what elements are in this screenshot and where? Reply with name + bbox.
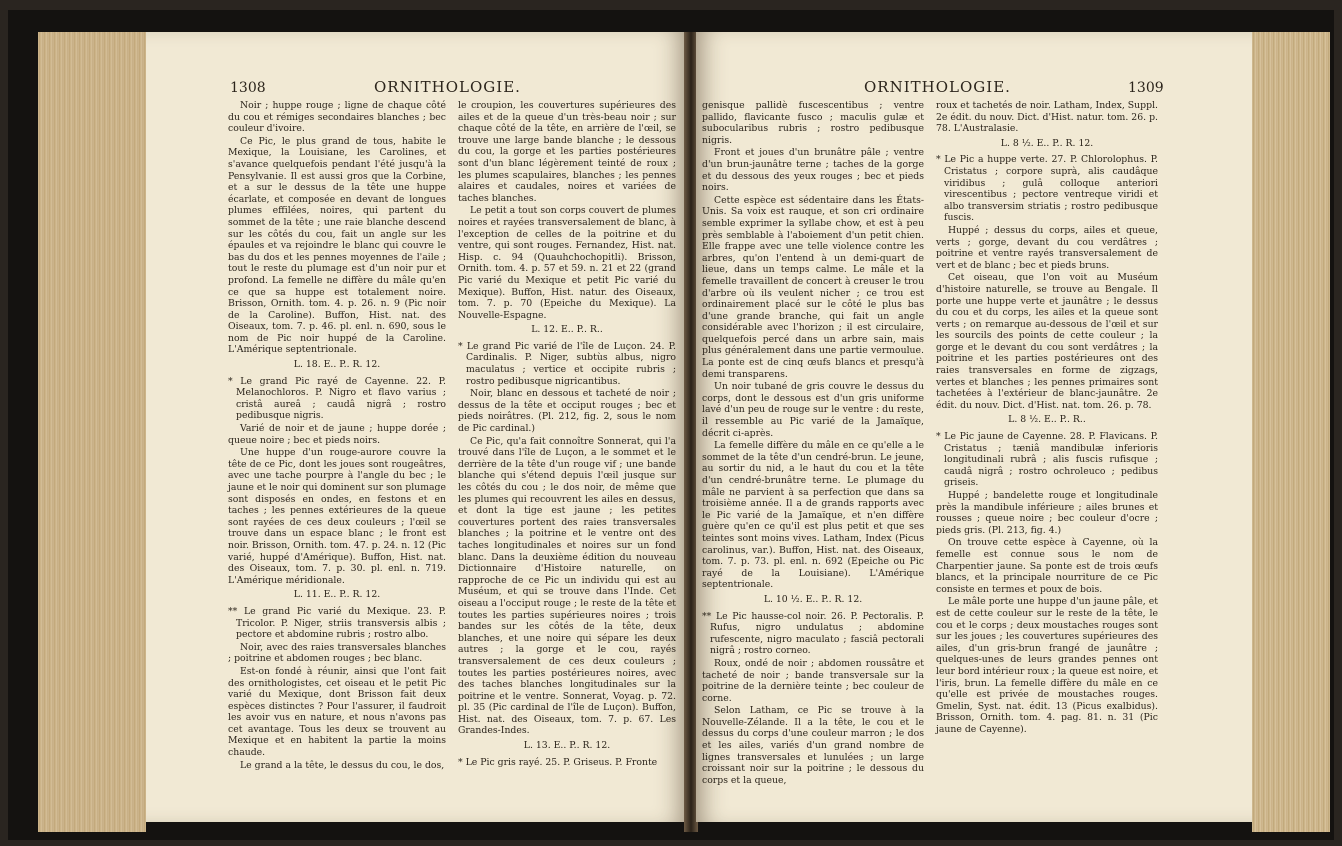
measurement-line: L. 8 ½. E.. P.. R. 12.: [1000, 137, 1094, 149]
species-heading: * Le grand Pic rayé de Cayenne. 22. P. Melanochloros. P. Nigro et flavo varius ; cristâ aureâ ; caudâ nigrâ ; rostro pedibusque nigris.: [228, 375, 446, 422]
right-page: [696, 32, 1252, 822]
right-column-1: [702, 100, 924, 787]
measurement-line: L. 10 ½. E.. P.. R. 12.: [763, 593, 863, 605]
paragraph: Huppé ; bandelette rouge et longitudinale près la mandibule inférieure ; ailes brunes et rousses ; queue noire ; bec couleur d'ocre ; pieds gris. (Pl. 213, fig. 4.): [936, 490, 1158, 536]
paragraph: genisque pallidè fuscescentibus ; ventre pallido, flavicante fusco ; maculis gulæ et subocularibus rubris ; rostro pedibusque nigris.: [702, 100, 924, 146]
paragraph: La femelle diffère du mâle en ce qu'elle a le sommet de la tête d'un cendré-brun. Le jeune, au sortir du nid, a le haut du cou et la tête d'un cendré-brunâtre terne. Le plumage du mâle ne parvient à sa perfection que dans sa troisième année. Il a de grands rapports avec le Pic varié de la Jamaïque, et n'en diffère guère qu'en ce qu'il est plus petit et que ses teintes sont moins vives. Latham, Index (Picus carolinus, var.). Buffon, Hist. nat. des Oiseaux, tom. 7. p. 73. pl. enl. n. 692 (Epeiche ou Pic rayé de la Louisiane). L'Amérique septentrionale.: [702, 440, 924, 591]
paragraph: Noir, blanc en dessous et tacheté de noir ; dessus de la tête et occiput rouges ; bec et pieds noirâtres. (Pl. 212, fig. 2, sous le nom de Pic cardinal.): [458, 388, 676, 435]
paragraph: Huppé ; dessus du corps, ailes et queue, verts ; gorge, devant du cou verdâtres ; poitrine et ventre rayés transversalement de vert et de blanc ; bec et pieds bruns.: [936, 224, 1158, 271]
measurement-line: L. 8 ½. E.. P.. R..: [1008, 414, 1086, 426]
left-column-1: [228, 100, 446, 772]
paragraph: Front et joues d'un brunâtre pâle ; ventre d'un brun-jaunâtre terne ; taches de la gorge et du dessous des yeux rouges ; bec et pieds noirs.: [702, 147, 924, 194]
right-running-head: ORNITHOLOGIE.: [864, 78, 1011, 96]
paragraph: Un noir tubané de gris couvre le dessus du corps, dont le dessous est d'un gris uniforme lavé d'un peu de rouge sur le ventre : du reste, il ressemble au Pic varié de la Jamaïque, décrit ci-après.: [702, 381, 924, 439]
paragraph: Noir, avec des raies transversales blanches ; poitrine et abdomen rouges ; bec blanc.: [228, 641, 446, 665]
paragraph: Ce Pic, le plus grand de tous, habite le Mexique, la Louisiane, les Carolines, et s'avance quelquefois pendant l'été jusqu'à la Pensylvanie. Il est aussi gros que la Corbine, et a sur le dessus de la tête une huppe écarlate, et composée en devant de longues plumes effilées, noires, qui partent du sommet de la tête ; une raie blanche descend sur les côtés du cou, fait un angle sur les épaules et va rejoindre le blanc qui couvre le bas du dos et les pennes moyennes de l'aile ; tout le reste du plumage est d'un noir pur et profond. La femelle ne diffère du mâle qu'en ce que sa huppe est totalement noire. Brisson, Ornith. tom. 4. p. 26. n. 9 (Pic noir de la Caroline). Buffon, Hist. nat. des Oiseaux, tom. 7. p. 46. pl. enl. n. 690, sous le nom de Pic noir huppé de la Caroline. L'Amérique septentrionale.: [228, 135, 446, 356]
paragraph: roux et tachetés de noir. Latham, Index, Suppl. 2e édit. du nouv. Dict. d'Hist. natur. tom. 26. p. 78. L'Australasie.: [936, 100, 1158, 135]
paragraph: Une huppe d'un rouge-aurore couvre la tête de ce Pic, dont les joues sont rougeâtres, avec une tache pourpre à l'angle du bec ; le jaune et le noir qui dominent sur son plumage sont disposés en ondes, en festons et en taches ; les pennes extérieures de la queue sont rayées de ces deux couleurs ; l'œil se trouve dans un espace blanc ; le front est noir. Brisson, Ornith. tom. 47. p. 24. n. 12 (Pic varié, huppé d'Amérique). Buffon, Hist. nat. des Oiseaux, tom. 7. p. 30. pl. enl. n. 719. L'Amérique méridionale.: [228, 447, 447, 586]
species-heading: ** Le Pic hausse-col noir. 26. P. Pectoralis. P. Rufus, nigro undulatus ; abdomine rufescente, nigro maculato ; fasciâ pectorali nigrâ ; rostro corneo.: [702, 610, 924, 657]
paragraph: Le grand a la tête, le dessus du cou, le dos,: [240, 759, 445, 771]
paragraph: Le petit a tout son corps couvert de plumes noires et rayées transversalement de blanc, à l'exception de celles de la poitrine et du ventre, qui sont rouges. Fernandez, Hist. nat. Hisp. c. 94 (Quauhchochopitli). Brisson, Ornith. tom. 4. p. 57 et 59. n. 21 et 22 (grand Pic varié du Mexique et petit Pic varié du Mexique). Buffon, Hist. natur. des Oiseaux, tom. 7. p. 70 (Epeiche du Mexique). La Nouvelle-Espagne.: [458, 205, 676, 321]
paragraph: Selon Latham, ce Pic se trouve à la Nouvelle-Zélande. Il a la tête, le cou et le dessus du corps d'une couleur marron ; le dos et les ailes, variés d'un grand nombre de lignes transversales et lunulées ; un large croissant noir sur la poitrine ; le dessous du corps et la queue,: [702, 705, 924, 786]
measurement-line: L. 12. E.. P.. R..: [531, 324, 603, 336]
left-page-edges: [38, 32, 146, 832]
species-heading: ** Le grand Pic varié du Mexique. 23. P. Tricolor. P. Niger, striis transversis albis ; pectore et abdomine rubris ; rostro albo.: [228, 605, 446, 641]
paragraph: Noir ; huppe rouge ; ligne de chaque côté du cou et rémiges secondaires blanches ; bec couleur d'ivoire.: [228, 100, 446, 135]
left-running-head: ORNITHOLOGIE.: [374, 78, 521, 96]
paragraph: Le mâle porte une huppe d'un jaune pâle, et est de cette couleur sur le reste de la tête, le cou et le corps ; deux moustaches rouges sont sur les joues ; les couvertures supérieures des ailes, d'un gris-brun frangé de jaunâtre ; quelques-unes de leurs grandes pennes ont leur bord intérieur roux ; la queue est noire, et l'iris, brun. La femelle diffère du mâle en ce qu'elle est privée de moustaches rouges. Gmelin, Syst. nat. édit. 13 (Picus exalbidus). Brisson, Ornith. tom. 4. pag. 81. n. 31 (Pic jaune de Cayenne).: [936, 596, 1158, 735]
species-heading: * Le Pic jaune de Cayenne. 28. P. Flavicans. P. Cristatus ; tæniâ mandibulæ inferioris longitudinali rubrâ ; alis fuscis rufisque ; caudâ nigrâ ; rostro ochroleuco ; pedibus griseis.: [936, 431, 1158, 489]
left-page: [146, 32, 686, 822]
species-heading: * Le Pic a huppe verte. 27. P. Chlorolophus. P. Cristatus ; corpore suprà, alis caudâque viridibus ; gulâ colloque anteriori virescentibus ; pectore ventreque viridi et albo transversim striatis ; rostro pedibusque fuscis.: [936, 154, 1158, 224]
left-column-2: [458, 100, 676, 769]
measurement-line: L. 18. E.. P.. R. 12.: [293, 359, 381, 371]
paragraph: Cette espèce est sédentaire dans les États-Unis. Sa voix est rauque, et son cri ordinaire semble exprimer la syllabe chow, et est à peu près semblable à l'aboiement d'un petit chien. Elle frappe avec une telle violence contre les arbres, qu'on l'entend à un demi-quart de lieue, dans un temps calme. Le mâle et la femelle travaillent de concert à creuser le trou d'arbre où ils veulent nicher ; ce trou est ordinairement placé sur le côté le plus bas d'une grande branche, qui fait un angle considérable avec l'horizon ; il est circulaire, quelquefois percé dans un arbre sain, mais plus généralement dans une partie vermoulue. La ponte est de cinq œufs blancs et presqu'à demi transparens.: [702, 194, 924, 380]
book-spread: [8, 10, 1334, 840]
left-page-number: 1308: [230, 80, 266, 96]
measurement-line: L. 11. E.. P.. R. 12.: [293, 589, 381, 601]
paragraph: Est-on fondé à réunir, ainsi que l'ont fait des ornithologistes, cet oiseau et le petit Pic varié du Mexique, dont Brisson fait deux espèces distinctes ? Pour l'assurer, il faudroit les avoir vus en nature, et nous n'avons pas cet avantage. Tous les deux se trouvent au Mexique et en habitent la partie la moins chaude.: [228, 665, 446, 759]
paragraph: Cet oiseau, que l'on voit au Muséum d'histoire naturelle, se trouve au Bengale. Il porte une huppe verte et jaunâtre ; le dessus du cou et du corps, les ailes et la queue sont verts ; on remarque au-dessous de l'œil et sur les sourcils des points de cette couleur ; la gorge et le devant du cou sont verdâtres ; la poitrine et les parties postérieures ont des raies transversales en forme de zigzags, vertes et blanches ; les pennes primaires sont tachetées à l'extérieur de blanc-jaunâtre. 2e édit. du nouv. Dict. d'Hist. nat. tom. 26. p. 78.: [936, 272, 1158, 411]
paragraph: Roux, ondé de noir ; abdomen roussâtre et tacheté de noir ; bande transversale sur la poitrine de la dernière teinte ; bec couleur de corne.: [702, 657, 924, 704]
paragraph: Varié de noir et de jaune ; huppe dorée ; queue noire ; bec et pieds noirs.: [228, 423, 446, 446]
paragraph: le croupion, les couvertures supérieures des ailes et de la queue d'un très-beau noir ; sur chaque côté de la tête, en arrière de l'œil, se trouve une large bande blanche ; le dessous du cou, la gorge et les parties postérieures sont d'un blanc légèrement teinté de roux ; les plumes scapulaires, blanches ; les pennes alaires et caudales, noires et variées de taches blanches.: [458, 100, 676, 204]
right-page-number: 1309: [1128, 80, 1164, 96]
species-heading: * Le grand Pic varié de l'île de Luçon. 24. P. Cardinalis. P. Niger, subtùs albus, nigro maculatus ; vertice et occipite rubris ; rostro pedibusque nigricantibus.: [458, 340, 676, 387]
measurement-line: L. 13. E.. P.. R. 12.: [523, 740, 611, 752]
paragraph: Ce Pic, qu'a fait connoître Sonnerat, qui l'a trouvé dans l'île de Luçon, a le sommet et le derrière de la tête d'un rouge vif ; une bande blanche qui s'étend depuis l'œil jusque sur les côtés du cou ; le dos noir, de même que les plumes qui recouvrent les ailes en dessus, et dont la tige est jaune ; les petites couvertures portent des raies transversales blanches ; la poitrine et le ventre ont des taches longitudinales et noires sur un fond blanc. Dans la deuxième édition du nouveau Dictionnaire d'Histoire naturelle, on rapproche de ce Pic un individu qui est au Muséum, et qui se trouve dans l'Inde. Cet oiseau a l'occiput rouge ; le reste de la tête et toutes les parties supérieures noires ; trois bandes sur les côtés de la tête, deux blanches, et une noire qui sépare les deux autres ; la gorge et le cou, rayés transversalement de ces deux couleurs ; toutes les parties postérieures noires, avec des taches blanches longitudinales sur la poitrine et le ventre. Sonnerat, Voyag. p. 72. pl. 35 (Pic cardinal de l'île de Luçon). Buffon, Hist. nat. des Oiseaux, tom. 7. p. 67. Les Grandes-Indes.: [458, 435, 676, 737]
paragraph: On trouve cette espèce à Cayenne, où la femelle est connue sous le nom de Charpentier jaune. Sa ponte est de trois œufs blancs, et la principale nourriture de ce Pic consiste en termes et poux de bois.: [936, 537, 1158, 595]
right-page-edges: [1252, 32, 1330, 832]
right-column-2: [936, 100, 1158, 736]
species-heading: * Le Pic gris rayé. 25. P. Griseus. P. Fronte: [458, 756, 658, 768]
